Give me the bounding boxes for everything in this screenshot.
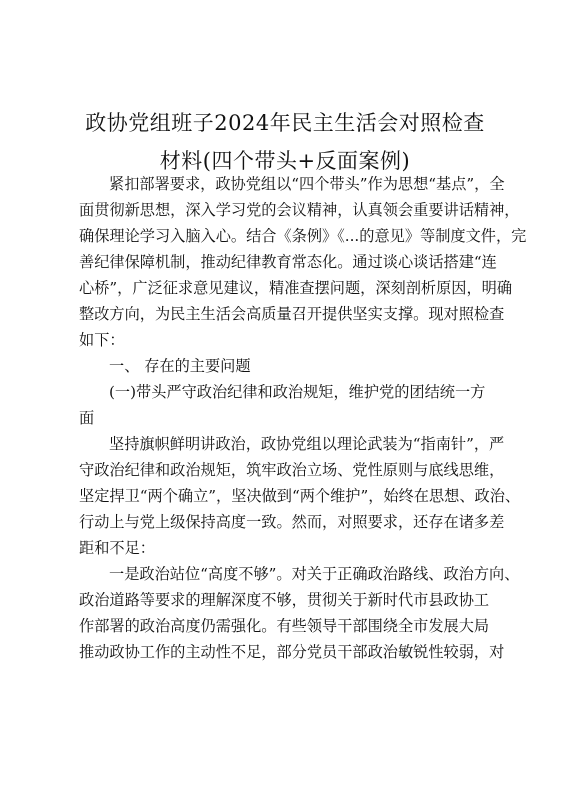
- body-line: 心桥”，广泛征求意见建议，精准查摆问题，深刻剖析原因，明确: [79, 279, 513, 297]
- body-line: 一是政治站位“高度不够”。对关于正确政治路线、政治方向、: [109, 565, 520, 583]
- document-title-line-1: 政协党组班子2024年民主生活会对照检查: [85, 111, 485, 135]
- body-line: 推动政协工作的主动性不足，部分党员干部政治敏锐性较弱，对: [79, 643, 505, 661]
- body-line: 坚定捍卫“两个确立”，坚决做到“两个维护”，始终在思想、政治、: [79, 487, 521, 505]
- body-line: 整改方向，为民主生活会高质量召开提供坚实支撑。现对照检查: [79, 305, 505, 323]
- body-line: 守政治纪律和政治规矩，筑牢政治立场、党性原则与底线思维，: [79, 461, 505, 479]
- body-line: 善纪律保障机制，推动纪律教育常态化。通过谈心谈话搭建“连: [79, 253, 497, 271]
- body-line: 确保理论学习入脑入心。结合《条例》《...的意见》等制度文件，完: [79, 227, 527, 245]
- body-line: 紧扣部署要求，政协党组以“四个带头”作为思想“基点”，全: [109, 175, 505, 193]
- body-line: 面贯彻新思想，深入学习党的会议精神，认真领会重要讲话精神，: [79, 201, 520, 219]
- body-line: 距和不足：: [79, 539, 155, 557]
- body-line: 如下：: [79, 331, 125, 349]
- body-line: 政治道路等要求的理解深度不够，贯彻关于新时代市县政协工: [79, 591, 490, 609]
- body-line: 坚持旗帜鲜明讲政治，政协党组以理论武装为“指南针”，严: [109, 435, 505, 453]
- document-title-line-2: 材料(四个带头+反面案例): [159, 149, 411, 173]
- body-line: 作部署的政治高度仍需强化。有些领导干部围绕全市发展大局: [79, 617, 490, 635]
- body-line: (一)带头严守政治纪律和政治规矩，维护党的团结统一方: [109, 383, 486, 401]
- body-line: 行动上与党上级保持高度一致。然而，对照要求，还存在诸多差: [79, 513, 505, 531]
- document-body: [79, 171, 527, 665]
- body-line: 面: [79, 409, 95, 427]
- body-line: 一、 存在的主要问题: [109, 357, 251, 375]
